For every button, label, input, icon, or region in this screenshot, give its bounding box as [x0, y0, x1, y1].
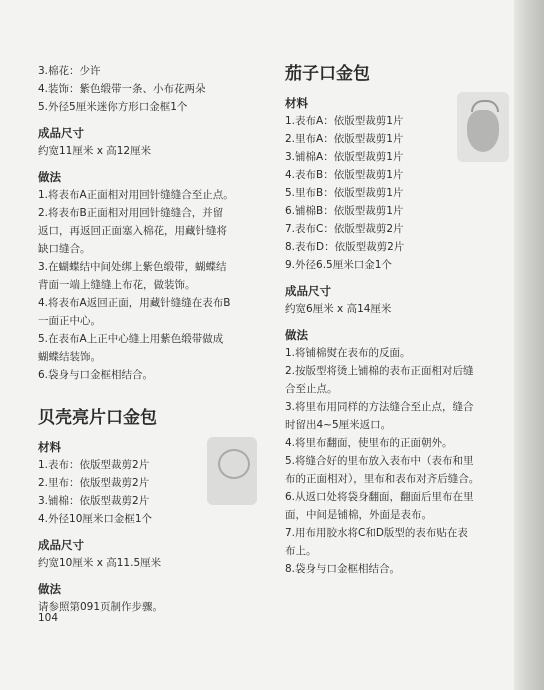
size-text: 约宽6厘米 x 高14厘米 [285, 303, 392, 315]
method-line: 背面一端上缝缝上布花，做装饰。 [38, 279, 196, 291]
method-line: 返口，再返回正面塞入棉花，用藏针缝将 [38, 225, 227, 237]
method-line: 合至止点。 [285, 383, 338, 395]
method-line: 一面正中心。 [38, 315, 101, 327]
method-line: 3.在蝴蝶结中间处绑上紫色缎带，蝴蝶结 [38, 261, 227, 273]
material-item: 2.里布：依版型裁剪2片 [38, 477, 150, 489]
method-line: 1.将铺棉熨在表布的反面。 [285, 347, 411, 359]
material-item: 9.外径6.5厘米口金1个 [285, 259, 392, 271]
size-text: 约宽11厘米 x 高12厘米 [38, 145, 152, 157]
material-item: 2.里布A：依版型裁剪1片 [285, 133, 404, 145]
material-item: 8.表布D：依版型裁剪2片 [285, 241, 405, 253]
size-heading: 成品尺寸 [38, 538, 84, 552]
material-item: 1.表布：依版型裁剪2片 [38, 459, 150, 471]
method-line: 布上。 [285, 545, 317, 557]
eggplant-purse-image [457, 92, 509, 162]
method-line: 8.袋身与口金框相结合。 [285, 563, 401, 575]
section-title: 贝壳亮片口金包 [38, 408, 157, 428]
page-number: 104 [38, 612, 59, 624]
left-column [38, 62, 266, 616]
method-line: 5.在表布A上正中心缝上用紫色缎带做成 [38, 333, 224, 345]
method-line: 布的正面相对），里布和表布对齐后缝合。 [285, 473, 480, 485]
book-spine [514, 0, 544, 690]
section-title: 茄子口金包 [285, 64, 370, 84]
material-item: 4.表布B：依版型裁剪1片 [285, 169, 404, 181]
method-line: 2.将表布B正面相对用回针缝缝合，并留 [38, 207, 224, 219]
material-item: 6.铺棉B：依版型裁剪1片 [285, 205, 404, 217]
method-line: 6.从返口处将袋身翻面，翻面后里布在里 [285, 491, 474, 503]
method-line: 3.将里布用同样的方法缝合至止点，缝合 [285, 401, 474, 413]
method-line: 5.将缝合好的里布放入表布中（表布和里 [285, 455, 474, 467]
method-line: 6.袋身与口金框相结合。 [38, 369, 154, 381]
method-heading: 做法 [38, 582, 61, 596]
method-line: 1.将表布A正面相对用回针缝缝合至止点。 [38, 189, 234, 201]
material-item: 3.铺棉：依版型裁剪2片 [38, 495, 150, 507]
size-heading: 成品尺寸 [285, 284, 331, 298]
bag-shape [467, 110, 499, 152]
method-line: 缺口缝合。 [38, 243, 91, 255]
material-item: 5.里布B：依版型裁剪1片 [285, 187, 404, 199]
shell-purse-image [207, 437, 257, 505]
material-item: 4.外径10厘米口金框1个 [38, 513, 153, 525]
material-item: 7.表布C：依版型裁剪2片 [285, 223, 404, 235]
method-line: 2.按版型将烫上铺棉的表布正面相对后缝 [285, 365, 474, 377]
method-heading: 做法 [38, 170, 61, 184]
method-line: 时留出4~5厘米返口。 [285, 419, 392, 431]
intro-line: 4.装饰：紫色缎带一条、小布花两朵 [38, 83, 206, 95]
materials-heading: 材料 [285, 96, 308, 110]
method-line: 4.将里布翻面，使里布的正面朝外。 [285, 437, 453, 449]
material-item: 3.铺棉A：依版型裁剪1片 [285, 151, 404, 163]
intro-line: 3.棉花：少许 [38, 65, 101, 77]
method-line: 7.用布用胶水将C和D版型的表布贴在表 [285, 527, 468, 539]
intro-line: 5.外径5厘米迷你方形口金框1个 [38, 101, 188, 113]
clasp-shape [218, 449, 250, 479]
size-heading: 成品尺寸 [38, 126, 84, 140]
materials-heading: 材料 [38, 440, 61, 454]
method-line: 蝴蝶结装饰。 [38, 351, 101, 363]
material-item: 1.表布A：依版型裁剪1片 [285, 115, 404, 127]
method-line: 面，中间是铺棉，外面是表布。 [285, 509, 432, 521]
size-text: 约宽10厘米 x 高11.5厘米 [38, 557, 162, 569]
method-heading: 做法 [285, 328, 308, 342]
method-text: 请参照第091页制作步骤。 [38, 601, 164, 613]
method-line: 4.将表布A返回正面，用藏针缝缝在表布B [38, 297, 231, 309]
